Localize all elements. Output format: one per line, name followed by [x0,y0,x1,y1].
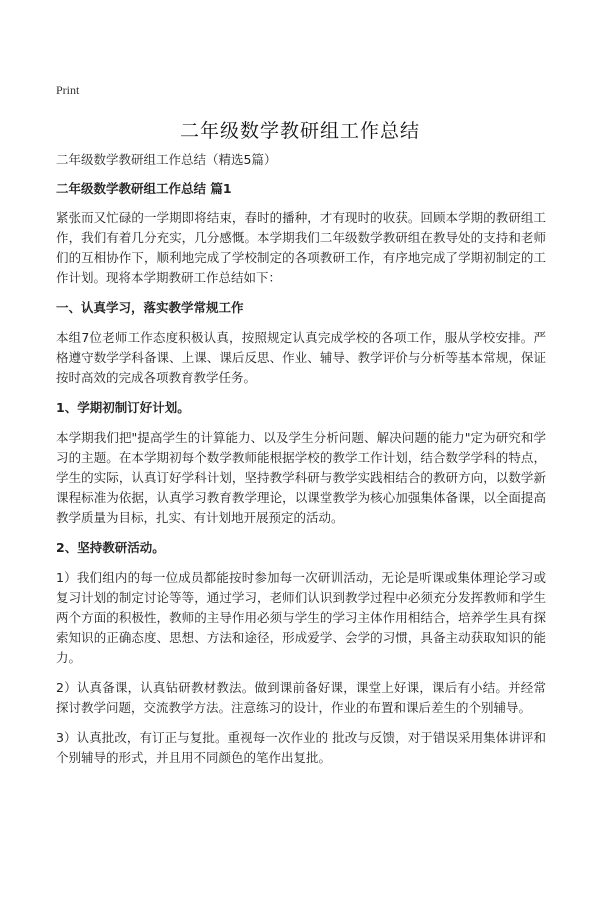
print-label[interactable]: Print [56,83,80,97]
document-body [56,150,546,778]
part1-heading: 一、认真学习，落实教学常规工作 [56,300,244,315]
item2-paragraph-3: 3）认真批改，有订正与复批。重视每一次作业的 批改与反馈，对于错误采用集体讲评和个别辅导的形式，并且用不同颜色的笔作出复批。 [56,730,546,765]
item2-heading: 2、坚持教研活动。 [56,540,165,555]
item2-paragraph-1: 1）我们组内的每一位成员都能按时参加每一次研训活动，无论是听课或集体理论学习或复习计划的制定讨论等等，通过学习，老师们认识到教学过程中必须充分发挥教师和学生两个方面的积极性，教师的主导作用必须与学生的学习主体作用相结合，培养学生具有探索知识的正确态度、思想、方法和途径，形成爱学、会学的习惯，具备主动获取知识的能力。 [56,570,546,665]
item1-heading: 1、学期初制订好计划。 [56,400,190,415]
item1-paragraph: 本学期我们把"提高学生的计算能力、以及学生分析问题、解决问题的能力"定为研究和学习的主题。在本学期初每个数学教师能根据学校的教学工作计划，结合数学学科的特点，学生的实际，认真订好学科计划，坚持教学科研与教学实践相结合的教研方向，以数学新课程标准为依据，认真学习教育教学理论，以课堂教学为核心加强集体备课，以全面提高教学质量为目标，扎实、有计划地开展预定的活动。 [56,430,546,525]
part1-paragraph: 本组7位老师工作态度积极认真，按照规定认真完成学校的各项工作，服从学校安排。严格遵守数学学科备课、上课、课后反思、作业、辅导、教学评价与分析等基本常规，保证按时高效的完成各项教育教学任务。 [56,330,546,385]
item2-paragraph-2: 2）认真备课，认真钻研教材教法。做到课前备好课，课堂上好课，课后有小结。并经常探讨教学问题，交流教学方法。注意练习的设计，作业的布置和课后差生的个别辅导。 [56,680,546,715]
intro-paragraph: 紧张而又忙碌的一学期即将结束，春时的播种，才有现时的收获。回顾本学期的教研组工作，我们有着几分充实，几分感慨。本学期我们二年级数学教研组在教导处的支持和老师们的互相协作下，顺利地完成了学校制定的各项教研工作，有序地完成了学期初制定的工作计划。现将本学期教研工作总结如下： [56,210,546,285]
page-title: 二年级数学教研组工作总结 [179,120,420,142]
document-subtitle: 二年级数学教研组工作总结（精选5篇） [56,152,277,167]
section-heading: 二年级数学教研组工作总结 篇1 [56,181,232,196]
